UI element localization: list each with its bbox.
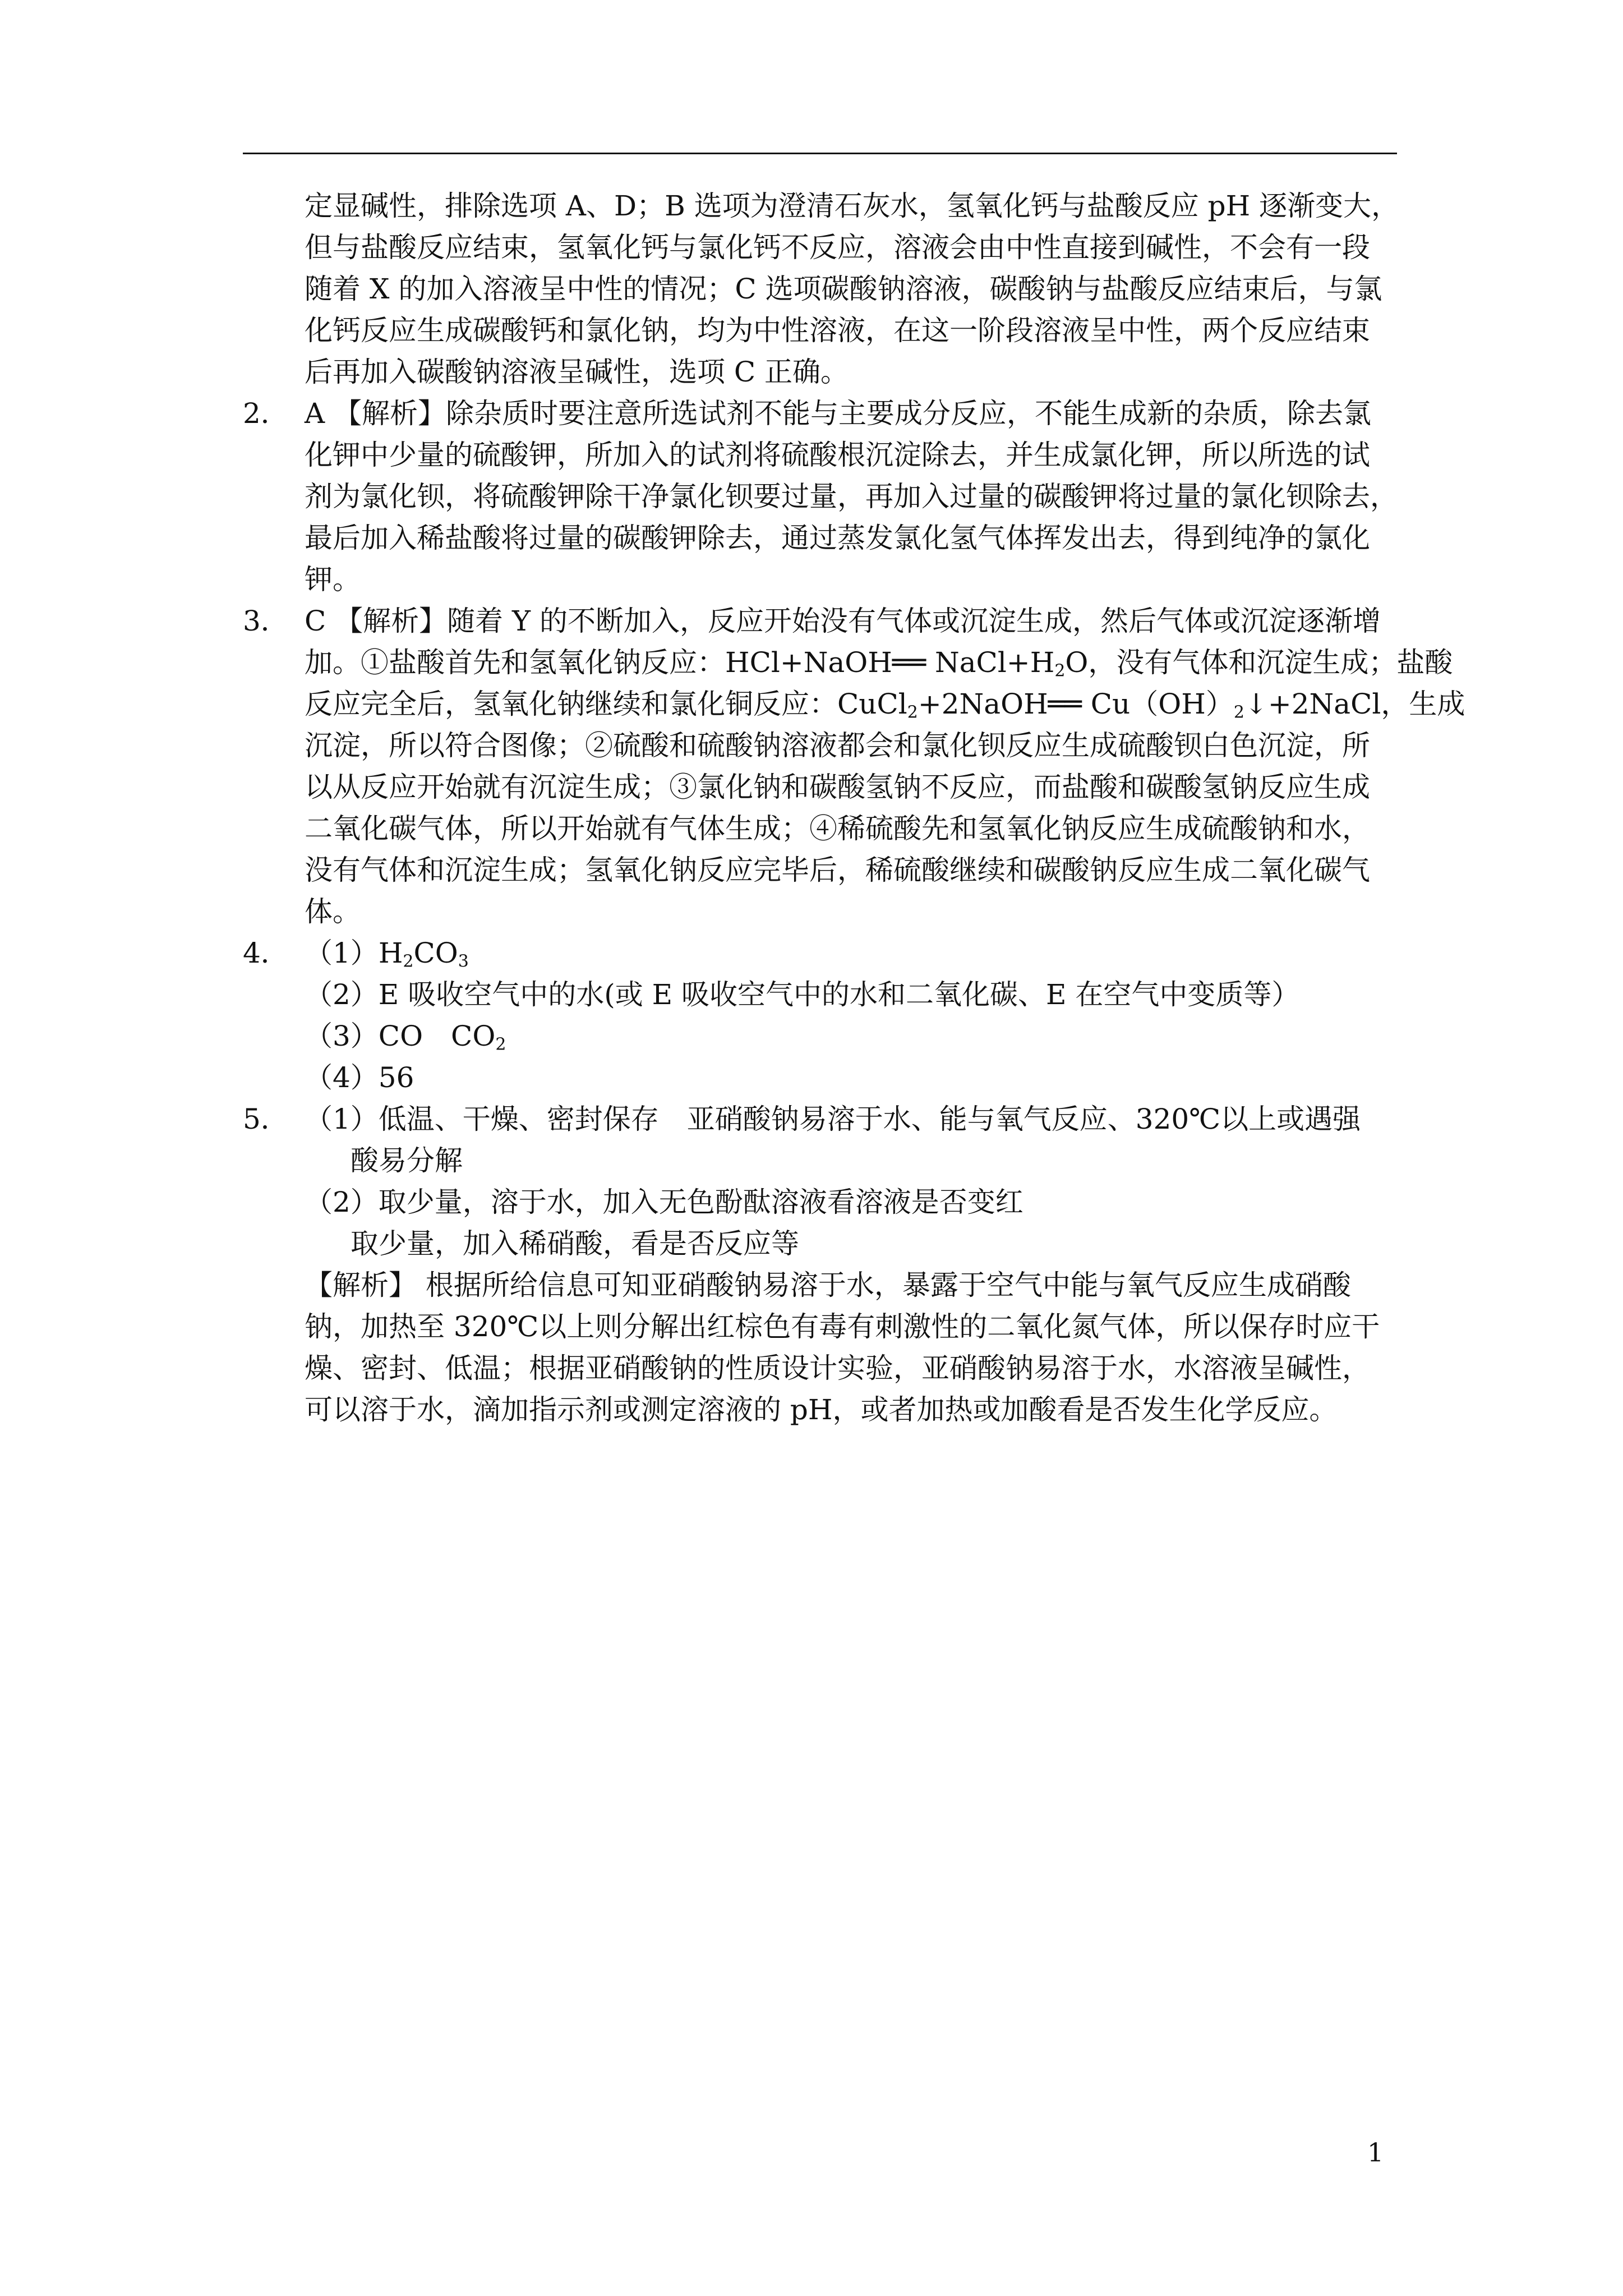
- subscript: 2: [403, 951, 414, 972]
- answer-5-analysis: [243, 1264, 1398, 1430]
- sub-answer-2: （2）E 吸收空气中的水(或 E 吸收空气中的水和二氧化碳、E 在空气中变质等）: [305, 978, 1300, 1011]
- question-number: 5．: [243, 1103, 289, 1135]
- text-segment: 反应完全后，氢氧化钠继续和氯化铜反应：CuCl: [305, 688, 907, 720]
- text-segment: （3）CO CO: [305, 1020, 496, 1052]
- answer-5: [243, 1098, 1398, 1264]
- text-segment: O，没有气体和沉淀生成；盐酸: [1065, 646, 1453, 679]
- text-line: 剂为氯化钡，将硫酸钾除干净氯化钡要过量，再加入过量的碳酸钾将过量的氯化钡除去，: [305, 480, 1398, 513]
- text-line: 化钾中少量的硫酸钾，所加入的试剂将硫酸根沉淀除去，并生成氯化钾，所以所选的试: [305, 439, 1370, 471]
- sub-answer-4: （4）56: [305, 1061, 414, 1094]
- text-line: 化钙反应生成碳酸钙和氯化钠，均为中性溶液，在这一阶段溶液呈中性，两个反应结束: [305, 314, 1370, 347]
- question-number: 4．: [243, 937, 289, 969]
- text-line: 体。: [305, 895, 361, 928]
- text-segment: （1）: [305, 937, 379, 969]
- equation-line: [305, 642, 1453, 683]
- answer-3: [243, 600, 1465, 932]
- text-line: 定显碱性，排除选项 A、D；B 选项为澄清石灰水，氢氧化钙与盐酸反应 pH 逐渐变大，: [305, 190, 1400, 222]
- text-line: 但与盐酸反应结束，氢氧化钙与氯化钙不反应，溶液会由中性直接到碱性，不会有一段: [305, 231, 1370, 264]
- text-line: 以从反应开始就有沉淀生成；③氯化钠和碳酸氢钠不反应，而盐酸和碳酸氢钠反应生成: [305, 771, 1370, 803]
- sub-answer-1: （1）低温、干燥、密封保存 亚硝酸钠易溶于水、能与氧气反应、320℃以上或遇强: [305, 1103, 1361, 1135]
- subscript: 2: [495, 1034, 506, 1055]
- sub-answer-2: （2）取少量，溶于水，加入无色酚酞溶液看溶液是否变红: [305, 1186, 1023, 1218]
- sub-answer-1-continued: 酸易分解: [351, 1144, 463, 1177]
- subscript: 2: [907, 702, 918, 723]
- page-number: 1: [1367, 2137, 1384, 2168]
- subscript: 2: [1054, 661, 1066, 681]
- text-segment: H: [378, 937, 403, 969]
- text-line: C 【解析】随着 Y 的不断加入，反应开始没有气体或沉淀生成，然后气体或沉淀逐渐增: [305, 605, 1381, 637]
- question-number: 2．: [243, 397, 289, 430]
- text-line: 钾。: [305, 563, 361, 596]
- text-segment: ↓+2NaCl，生成: [1244, 688, 1465, 720]
- answer-1-continued: [243, 185, 1398, 393]
- text-segment: 加。①盐酸首先和氢氧化钠反应：HCl+NaOH══ NaCl+H: [305, 646, 1055, 679]
- text-line: 钠，加热至 320℃以上则分解出红棕色有毒有刺激性的二氧化氮气体，所以保存时应干: [305, 1310, 1380, 1343]
- sub-answer-1: [305, 932, 1398, 974]
- subscript: 2: [1233, 702, 1244, 723]
- text-segment: CO: [413, 937, 458, 969]
- subscript: 3: [458, 951, 469, 972]
- text-line: 随着 X 的加入溶液呈中性的情况；C 选项碳酸钠溶液，碳酸钠与盐酸反应结束后，与氯: [305, 273, 1382, 305]
- text-line: 没有气体和沉淀生成；氢氧化钠反应完毕后，稀硫酸继续和碳酸钠反应生成二氧化碳气: [305, 854, 1370, 886]
- text-line: 沉淀，所以符合图像；②硫酸和硫酸钠溶液都会和氯化钡反应生成硫酸钡白色沉淀，所: [305, 729, 1370, 762]
- question-number: 3．: [243, 605, 289, 637]
- text-line: A 【解析】除杂质时要注意所选试剂不能与主要成分反应，不能生成新的杂质，除去氯: [305, 397, 1372, 430]
- text-line: 【解析】 根据所给信息可知亚硝酸钠易溶于水，暴露于空气中能与氧气反应生成硝酸: [305, 1269, 1351, 1301]
- text-line: 二氧化碳气体，所以开始就有气体生成；④稀硫酸先和氢氧化钠反应生成硫酸钠和水，: [305, 812, 1370, 845]
- answer-4: [243, 932, 1398, 1098]
- text-line: 最后加入稀盐酸将过量的碳酸钾除去，通过蒸发氯化氢气体挥发出去，得到纯净的氯化: [305, 522, 1370, 554]
- sub-answer-3: [305, 1015, 1398, 1057]
- equation-line: [305, 683, 1465, 725]
- text-segment: +2NaOH══ Cu（OH）: [917, 688, 1234, 720]
- text-line: 后再加入碳酸钠溶液呈碱性，选项 C 正确。: [305, 356, 849, 388]
- answer-2: [243, 393, 1398, 600]
- document-body: [243, 185, 1465, 1430]
- text-line: 可以溶于水，滴加指示剂或测定溶液的 pH，或者加热或加酸看是否发生化学反应。: [305, 1393, 1338, 1426]
- header-rule: [243, 153, 1397, 154]
- sub-answer-2-continued: 取少量，加入稀硝酸，看是否反应等: [351, 1227, 799, 1260]
- text-line: 燥、密封、低温；根据亚硝酸钠的性质设计实验，亚硝酸钠易溶于水，水溶液呈碱性，: [305, 1352, 1370, 1384]
